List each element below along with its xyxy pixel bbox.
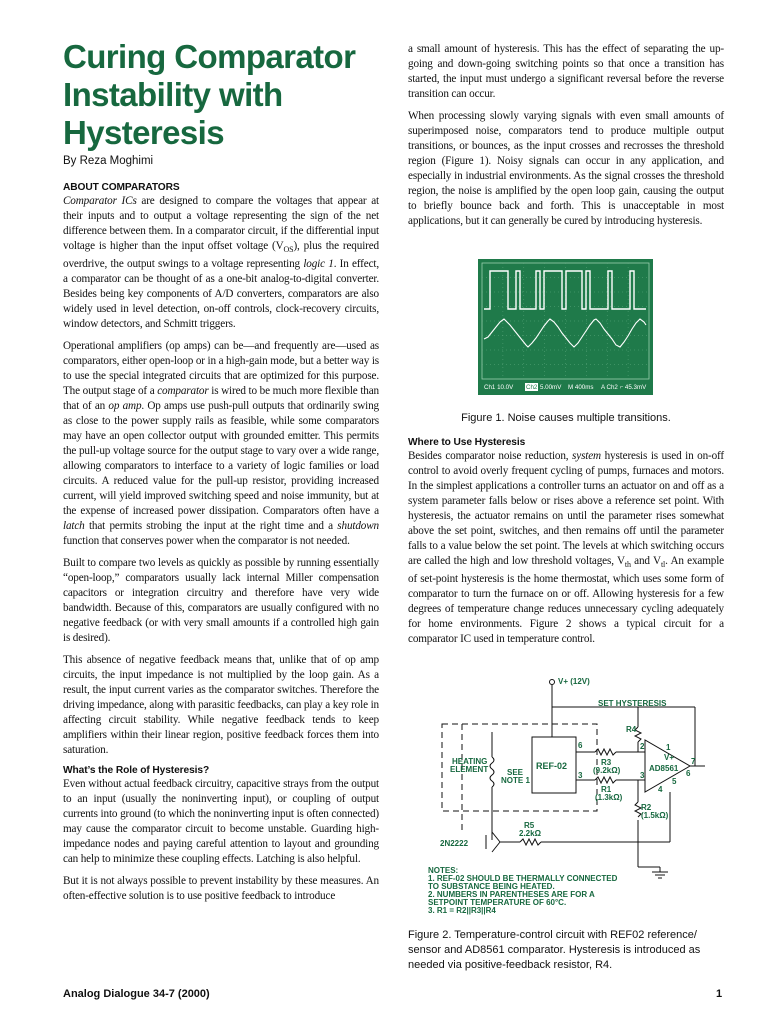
label-pin5: 5 (672, 777, 677, 786)
scope-ch2: Ch2 (526, 384, 538, 391)
label-r3: R3 (601, 758, 612, 767)
figure-2-caption: Figure 2. Temperature-control circuit with REF02 reference/ sensor and AD8561 comparator. Hysteresis is introduced as needed via positive-feedback resistor, R4. (408, 929, 701, 971)
oscilloscope-trace-icon (478, 259, 653, 395)
label-transistor: 2N2222 (440, 839, 469, 848)
label-r2-value: (1.5kΩ) (641, 811, 669, 820)
circuit-diagram (420, 672, 730, 922)
right-column-top (408, 42, 724, 236)
scope-trigger: A Ch2 ⌐ 45.3mV (601, 384, 647, 391)
label-r1: R1 (601, 785, 612, 794)
right-column-bottom (408, 437, 724, 654)
svg-text:2. NUMBERS IN PARENTHESES ARE: 2. NUMBERS IN PARENTHESES ARE FOR A (428, 890, 595, 899)
label-pin6: 6 (578, 741, 583, 750)
label-see: SEE (507, 768, 524, 777)
label-pin3: 3 (578, 771, 583, 780)
paragraph-1: Comparator ICs are designed to compare the voltages that appear at their inputs and to output a voltage representing the sign of the net difference between them. In a comparator circuit, if the differential input voltage is higher than the input offset voltage $(V_{OS})$, plus the required overdrive, the output swings to a voltage representing logic 1. In effect, a comparator can be thought of as a one-bit analog-to-digital converter. Besides being key components of A/D converters, comparators are also widely used in level detection, on-off controls, clock-recovery circuits, window detectors, and Schmitt triggers. (63, 195, 379, 331)
scope-ch2-volts: 5.00mV (540, 384, 562, 391)
label-r2: R2 (641, 803, 652, 812)
paragraph-r3: Besides comparator noise reduction, system hysteresis is used in on-off control to avoid overly frequent cycling of pumps, furnaces and motors. In the simplest applications a controller turns an actuator on and off as a system parameter falls below or rises above a reference set point. With hysteresis, the actuator remains on until the parameter rises somewhat above the set point, switches, and then remains off until the parameter falls to a value below the set point. The levels at which switching occurs are called the high and low threshold voltages, $V_{th}$ and $V_{tl}$. An example of set-point hysteresis is the home thermostat, which uses some form of comparator to turn the furnace on or off. Allowing hysteresis for a few degrees of temperature change reduces unnecessary cycling adequately for home environments. Figure 2 shows a typical circuit for a comparator IC used in temperature control. (408, 450, 724, 646)
left-column (63, 182, 379, 911)
label-r4: R4 (626, 725, 637, 734)
label-heating: HEATING (452, 757, 488, 766)
label-note1: NOTE 1 (501, 776, 530, 785)
svg-text:TO SUBSTANCE BEING HEATED.: TO SUBSTANCE BEING HEATED. (428, 882, 555, 891)
section-heading-about: ABOUT COMPARATORS (63, 182, 180, 193)
svg-text:3. R1 = R2||R3||R4: 3. R1 = R2||R3||R4 (428, 906, 496, 915)
paragraph-r1: a small amount of hysteresis. This has the effect of separating the up-going and down-going switching points so that once a transition has started, the input must undergo a significant reversal before the reverse transition can occur. (408, 43, 724, 100)
paragraph-2: Operational amplifiers (op amps) can be—and frequently are—used as comparators, either open-loop or in a high-gain mode, but a better way is to use the special integrated circuits that are optimized for this purpose. The output stage of a comparator is wired to be much more flexible than that of an op amp. Op amps use push-pull outputs that ordinarily swing as close to the power supply rails as feasible, while some comparators may have an open collector output with grounded emitter. This permits the pull-up voltage source for the output stage to vary over a wide range, allowing comparators to interface to a variety of logic families or load circuits. A reduced value for the pull-up resistor, providing increased current, will yield improved switching speed and noise immunity, but at the expense of increased power dissipation. Comparators often have a latch that permits strobing the input at the right time and a shutdown function that conserves power when the comparator is not needed. (63, 340, 379, 548)
paragraph-r2: When processing slowly varying signals with even small amounts of superimposed noise, comparators tend to produce multiple output transitions, or bounces, as the input crosses and recrosses the threshold region (Figure 1). Noisy signals can occur in any application, and especially in industrial environments. As the signal crosses the threshold region, the noise is amplified by the open loop gain, causing the output to briefly bounce back and forth. This is unacceptable in most applications, but it can generally be cured by introducing hysteresis. (408, 110, 724, 227)
label-ad8561: AD8561 (649, 764, 679, 773)
label-set-hysteresis: SET HYSTERESIS (598, 699, 667, 708)
label-pin2: 2 (640, 742, 645, 751)
scope-ch1: Ch1 10.0V (484, 384, 514, 391)
label-pin3b: 3 (640, 771, 645, 780)
svg-text:SETPOINT TEMPERATURE OF 60°C.: SETPOINT TEMPERATURE OF 60°C. (428, 898, 567, 907)
label-vplus: V+ (12V) (558, 677, 590, 686)
label-r5-value: 2.2kΩ (519, 829, 541, 838)
label-r1-value: (1.3kΩ) (595, 793, 623, 802)
footer-page-number: 1 (716, 988, 723, 1000)
label-vp: V+ (664, 753, 675, 762)
label-pin1: 1 (666, 743, 671, 752)
circuit-notes (428, 866, 618, 915)
paragraph-6: But it is not always possible to prevent instability by these measures. An often-effective solution is to use positive feedback to introduce (63, 875, 379, 903)
label-ref02: REF-02 (536, 761, 568, 771)
label-r3-value: (9.2kΩ) (593, 766, 621, 775)
label-r5: R5 (524, 821, 535, 830)
label-pin6b: 6 (686, 769, 691, 778)
svg-text:NOTES:: NOTES: (428, 866, 459, 875)
oscilloscope-figure (478, 259, 653, 395)
scope-time: M 400ms (568, 384, 594, 391)
paragraph-5: Even without actual feedback circuitry, capacitive strays from the output to an input (usually the noninverting input), or coupling of output currents into ground (to which the noninverting input is often connected) may cause the comparator circuit to become unstable. Guarding high-impedance nodes and paying careful attention to layout and grounding can help to minimize these coupling effects. Latching is also helpful. (63, 778, 379, 866)
article-title: Curing Comparator Instability with Hysteresis (63, 38, 356, 151)
figure-1-caption: Figure 1. Noise causes multiple transitions. (461, 412, 671, 424)
label-pin7: 7 (691, 757, 696, 766)
byline: By Reza Moghimi (63, 155, 154, 167)
section-heading-role: What’s the Role of Hysteresis? (63, 765, 210, 777)
svg-text:1. REF-02 SHOULD BE THERMALLY: 1. REF-02 SHOULD BE THERMALLY CONNECTED (428, 874, 618, 883)
footer-publication: Analog Dialogue 34-7 (2000) (63, 988, 210, 1000)
label-element: ELEMENT (450, 765, 489, 774)
section-heading-where: Where to Use Hysteresis (408, 437, 526, 448)
paragraph-4: This absence of negative feedback means that, unlike that of op amp circuits, the input impedance is not multiplied by the loop gain. As a result, the input current varies as the comparator switches. Therefore the driving impedance, along with parasitic feedbacks, can play a key role in affecting circuit stability. While negative feedback tends to keep amplifiers within their linear region, positive feedback forces them into saturation. (63, 654, 379, 757)
label-pin4: 4 (658, 785, 663, 794)
paragraph-3: Built to compare two levels as quickly as possible by running essentially “open-loop,” comparators usually lack internal Miller compensation capacitors or integration circuitry and therefore have very wide bandwidth. Because of this, comparators are usually configured with no negative feedback (or with very small amounts if a controlled high gain is desired). (63, 557, 379, 645)
